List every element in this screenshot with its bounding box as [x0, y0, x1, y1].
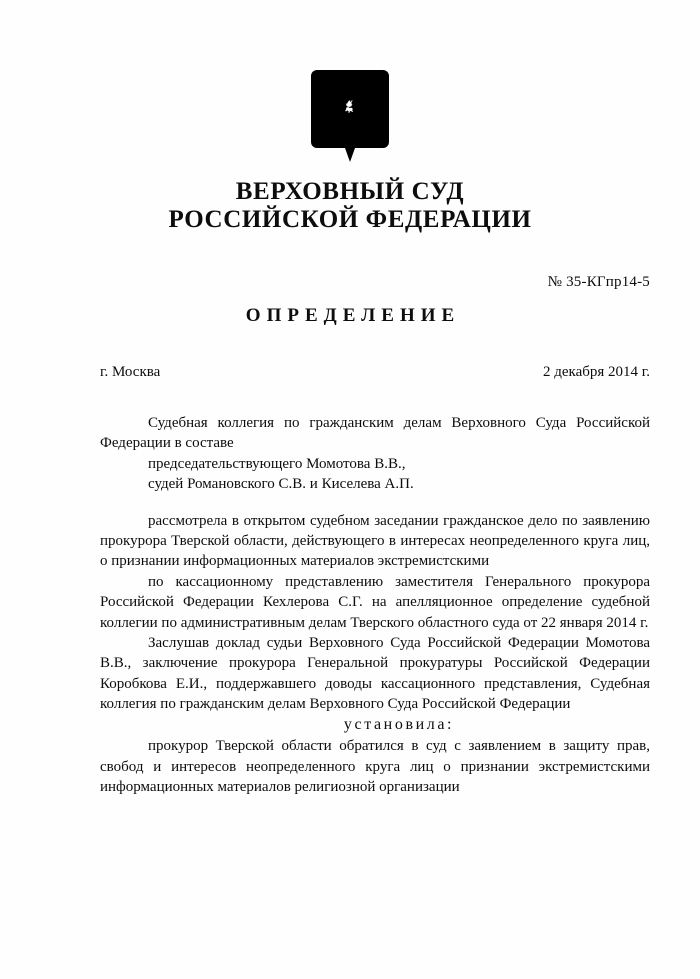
emblem-container [0, 70, 700, 162]
paragraph-heard: Заслушав доклад судьи Верховного Суда Российской Федерации Момотова В.В., заключение прокурора Генеральной прокуратуры Российской Федерации Коробкова Е.И., поддержавшего доводы кассационного представления, Судебная коллегия по гражданским делам Верховного Суда Российской Федерации [100, 634, 650, 713]
date-of-issue: 2 декабря 2014 г. [543, 364, 650, 380]
document-kind-heading: ОПРЕДЕЛЕНИЕ [245, 305, 461, 326]
coat-of-arms-icon [311, 70, 389, 162]
case-number: № 35-КГпр14-5 [547, 274, 650, 290]
court-title [0, 178, 700, 234]
court-title-line-1: ВЕРХОВНЫЙ СУД [235, 178, 465, 205]
paragraph-intro: Судебная коллегия по гражданским делам Верховного Суда Российской Федерации в составе [100, 415, 650, 452]
place-of-issue: г. Москва [100, 364, 161, 380]
panel-judges: судей Романовского С.В. и Киселева А.П. [148, 476, 414, 493]
paragraph-findings: прокурор Тверской области обратился в суд с заявлением в защиту прав, свобод и интересов неопределенного круга лиц о признании экстремистскими информационных материалов религиозной организации [100, 738, 650, 795]
court-title-line-2: РОССИЙСКОЙ ФЕДЕРАЦИИ [168, 206, 532, 233]
presiding-judge: председательствующего Момотова В.В., [148, 455, 406, 472]
verdict-heading: установила: [343, 716, 455, 734]
paragraph-considered: рассмотрела в открытом судебном заседании гражданское дело по заявлению прокурора Тверской области, действующего в интересах неопределенного круга лиц, о признании информационных материалов экстремистскими [100, 512, 650, 570]
place-date-row [100, 364, 650, 381]
shield-icon [311, 70, 389, 162]
document-body [100, 413, 650, 797]
horseman-icon [342, 99, 358, 115]
judicial-panel-block [100, 454, 650, 495]
paragraph-cassation: по кассационному представлению заместителя Генерального прокурора Российской Федерации Кехлерова С.Г. на апелляционное определение судебной коллегии по административным делам Тверского областного суда от 22 января 2014 г. [100, 573, 650, 631]
